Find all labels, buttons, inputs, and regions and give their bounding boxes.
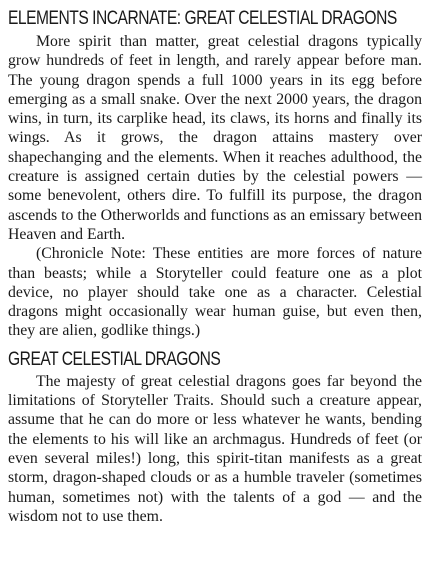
section-heading: GREAT CELESTIAL DRAGONS xyxy=(8,347,221,370)
body-paragraph: The majesty of great celestial dragons goes far beyond the limitations of Storyteller Traits. Should such a creature appear, assume that he can do more or less whatever he wants, bending the elements to his will like an archmagus. Hundreds of feet (or even several miles!) long, this spirit-titan manifests as a great storm, dragon-shaped clouds or as a humble traveler (sometimes human, sometimes not) with the talents of a god — and the wisdom not to use them. xyxy=(8,372,422,525)
page xyxy=(8,6,422,526)
chronicle-note-paragraph: (Chronicle Note: These entities are more forces of nature than beasts; while a Storyteller could feature one as a plot device, no player should take one as a character. Celestial dragons might occasionally wear human guise, but even then, they are alien, godlike things.) xyxy=(8,245,422,340)
body-paragraph: More spirit than matter, great celestial dragons typically grow hundreds of feet in length, and rarely appear before man. The young dragon spends a full 1000 years in its egg before emerging as a small snake. Over the next 2000 years, the dragon wins, in turn, its carplike head, its claws, its horns and finally its wings. As it grows, the dragon attains mastery over shapechanging and the elements. When it reaches adulthood, the creature is assigned certain duties by the celestial powers — some benevolent, others dire. To fulfill its purpose, the dragon ascends to the Otherworlds and functions as an emissary between Heaven and Earth. xyxy=(8,33,422,243)
section-elements-incarnate xyxy=(8,6,422,341)
section-heading: ELEMENTS INCARNATE: GREAT CELESTIAL DRAGONS xyxy=(8,7,397,29)
section-great-celestial-dragons xyxy=(8,347,422,526)
